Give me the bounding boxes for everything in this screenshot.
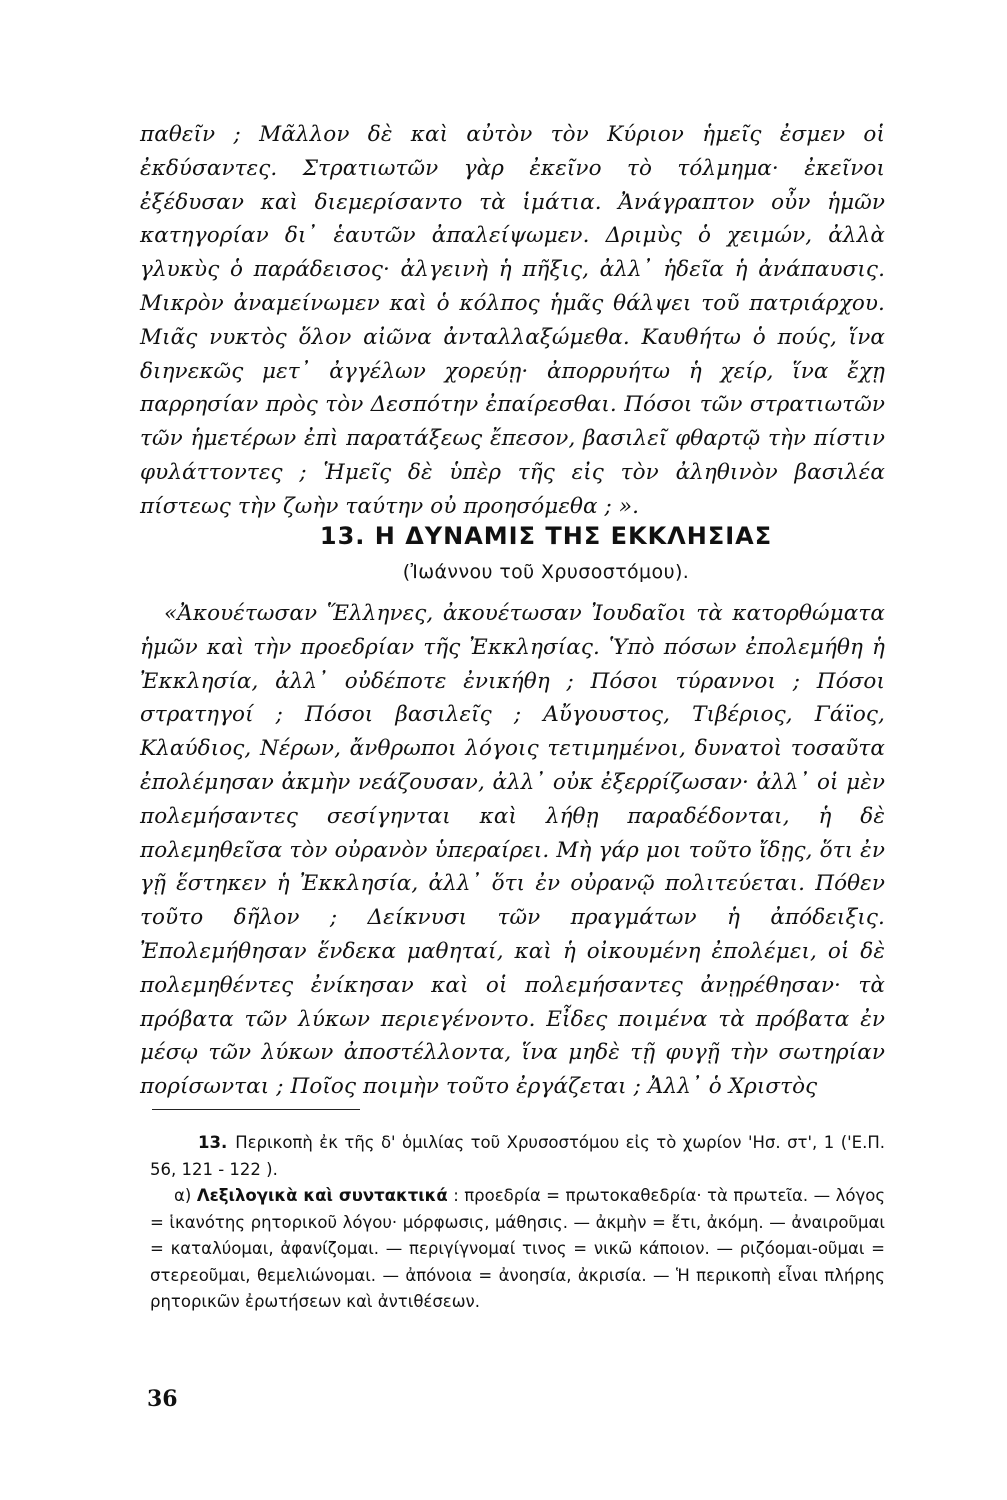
text-block-top	[140, 118, 885, 524]
footnote-a-text: : προεδρία = πρωτοκαθεδρία· τὰ πρωτεῖα. — λόγος = ἱκανότης ρητορικοῦ λόγου· μόρφωσις, μάθησις. — ἀκμὴν = ἔτι, ἀκόμη. — ἀναιροῦμαι = καταλύομαι, ἀφανίζομαι. — περιγίγνομαί τινος = νικῶ κάποιον. — ριζόομαι-οῦμαι = στερεοῦμαι, θεμελιώνομαι. — ἀπόνοια = ἀνοησία, ἀκρισία. — Ἡ περικοπὴ εἶναι πλήρης ρητορικῶν ἐρωτήσεων καὶ ἀντιθέσεων.	[150, 1186, 886, 1311]
footnote-divider	[152, 1109, 360, 1110]
section-title: 13. Η ΔΥΝΑΜΙΣ ΤΗΣ ΕΚΚΛΗΣΙΑΣ	[319, 522, 773, 550]
footnote-source-text: Περικοπὴ ἐκ τῆς δ' ὁμιλίας τοῦ Χρυσοστόμου εἰς τὸ χωρίον 'Ησ. στ', 1 ('Ε.Π. 56, 121 - 122 ).	[150, 1133, 885, 1179]
footnote-vocabulary	[150, 1183, 885, 1316]
section-subtitle: (Ἰωάννου τοῦ Χρυσοστόμου).	[402, 561, 690, 583]
text-block-bottom	[140, 597, 885, 1104]
paragraph-1: παθεῖν ; Μᾶλλον δὲ καὶ αὐτὸν τὸν Κύριον ἡμεῖς ἐσμεν οἱ ἐκδύσαντες. Στρατιωτῶν γὰρ ἐκεῖνο τὸ τόλμημα· ἐκεῖνοι ἐξέδυσαν καὶ διεμερίσαντο τὰ ἱμάτια. Ἀνάγραπτον οὖν ἡμῶν κατηγορίαν δι᾿ ἑαυτῶν ἀπαλείψωμεν. Δριμὺς ὁ χειμών, ἀλλὰ γλυκὺς ὁ παράδεισος· ἀλγεινὴ ἡ πῆξις, ἀλλ᾿ ἡδεῖα ἡ ἀνάπαυσις. Μικρὸν ἀναμείνωμεν καὶ ὁ κόλπος ἡμᾶς θάλψει τοῦ πατριάρχου. Μιᾶς νυκτὸς ὅλον αἰῶνα ἀνταλλαξώμεθα. Καυθήτω ὁ πούς, ἵνα διηνεκῶς μετ᾿ ἀγγέλων χορεύῃ· ἀπορρυήτω ἡ χείρ, ἵνα ἔχῃ παρρησίαν πρὸς τὸν Δεσπότην ἐπαίρεσθαι. Πόσοι τῶν στρατιωτῶν τῶν ἡμετέρων ἐπὶ παρατάξεως ἔπεσον, βασιλεῖ φθαρτῷ τὴν πίστιν φυλάττοντες ; Ἡμεῖς δὲ ὑπὲρ τῆς εἰς τὸν ἀληθινὸν βασιλέα πίστεως τὴν ζωὴν ταύτην οὐ προησόμεθα ; ».	[140, 122, 885, 519]
footnotes	[150, 1130, 885, 1316]
footnote-number: 13.	[198, 1133, 228, 1152]
footnote-a-marker: α)	[174, 1186, 192, 1205]
paragraph-2: «Ἀκουέτωσαν Ἕλληνες, ἀκουέτωσαν Ἰουδαῖοι τὰ κατορθώματα ἡμῶν καὶ τὴν προεδρίαν τῆς Ἐκκλησίας. Ὑπὸ πόσων ἐπολεμήθη ἡ Ἐκκλησία, ἀλλ᾿ οὐδέποτε ἐνικήθη ; Πόσοι τύραννοι ; Πόσοι στρατηγοί ; Πόσοι βασιλεῖς ; Αὔγουστος, Τιβέριος, Γάϊος, Κλαύδιος, Νέρων, ἄνθρωποι λόγοις τετιμημένοι, δυνατοὶ τοσαῦτα ἐπολέμησαν ἀκμὴν νεάζουσαν, ἀλλ᾿ οὐκ ἐξερρίζωσαν· ἀλλ᾿ οἱ μὲν πολεμήσαντες σεσίγηνται καὶ λήθῃ παραδέδονται, ἡ δὲ πολεμηθεῖσα τὸν οὐρανὸν ὑπεραίρει. Μὴ γάρ μοι τοῦτο ἴδῃς, ὅτι ἐν γῇ ἕστηκεν ἡ Ἐκκλησία, ἀλλ᾿ ὅτι ἐν οὐρανῷ πολιτεύεται. Πόθεν τοῦτο δῆλον ; Δείκνυσι τῶν πραγμάτων ἡ ἀπόδειξις. Ἐπολεμήθησαν ἕνδεκα μαθηταί, καὶ ἡ οἰκουμένη ἐπολέμει, οἱ δὲ πολεμηθέντες ἐνίκησαν καὶ οἱ πολεμήσαντες ἀνῃρέθησαν· τὰ πρόβατα τῶν λύκων περιεγένοντο. Εἶδες ποιμένα τὰ πρόβατα ἐν μέσῳ τῶν λύκων ἀποστέλλοντα, ἵνα μηδὲ τῇ φυγῇ τὴν σωτηρίαν πορίσωνται ; Ποῖος ποιμὴν τοῦτο ἐργάζεται ; Ἀλλ᾿ ὁ Χριστὸς	[140, 601, 885, 1100]
page-number: 36	[147, 1386, 178, 1412]
footnote-a-label: Λεξιλογικὰ καὶ συντακτικά	[196, 1186, 448, 1205]
footnote-source	[150, 1130, 885, 1183]
